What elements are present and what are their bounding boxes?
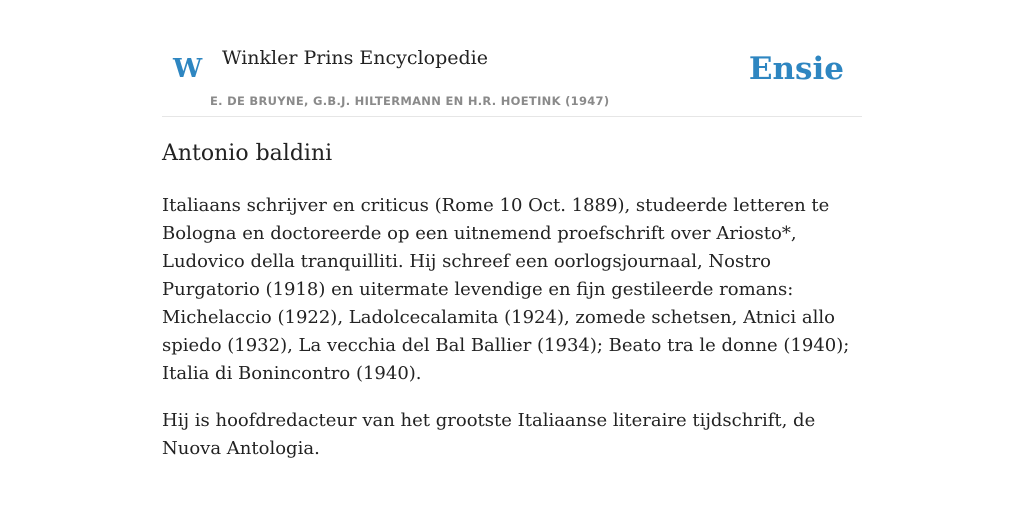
entry-title: Antonio baldini <box>162 141 333 166</box>
entry-content <box>162 192 862 482</box>
page <box>162 0 862 512</box>
source-header <box>162 0 862 117</box>
source-authors: E. DE BRUYNE, G.B.J. HILTERMANN EN H.R. HOETINK (1947) <box>210 94 610 108</box>
source-title[interactable]: Winkler Prins Encyclopedie <box>222 47 488 69</box>
ensie-logo-link[interactable]: Ensie <box>748 51 844 87</box>
entry-paragraph: Italiaans schrijver en criticus (Rome 10 Oct. 1889), studeerde letteren te Bologna en doctoreerde op een uitnemend proefschrift over Ariosto*, Ludovico della tranquilliti. Hij schreef een oorlogsjournaal, Nostro Purgatorio (1918) en uitermate levendige en fijn gestileerde romans: Michelaccio (1922), Ladolcecalamita (1924), zomede schetsen, Atnici allo spiedo (1932), La vecchia del Bal Ballier (1934); Beato tra le donne (1940); Italia di Bonincontro (1940). <box>162 195 850 384</box>
entry-paragraph: Hij is hoofdredacteur van het grootste Italiaanse literaire tijdschrift, de Nuova Antologia. <box>162 410 816 459</box>
source-logo-icon: W <box>173 54 203 84</box>
